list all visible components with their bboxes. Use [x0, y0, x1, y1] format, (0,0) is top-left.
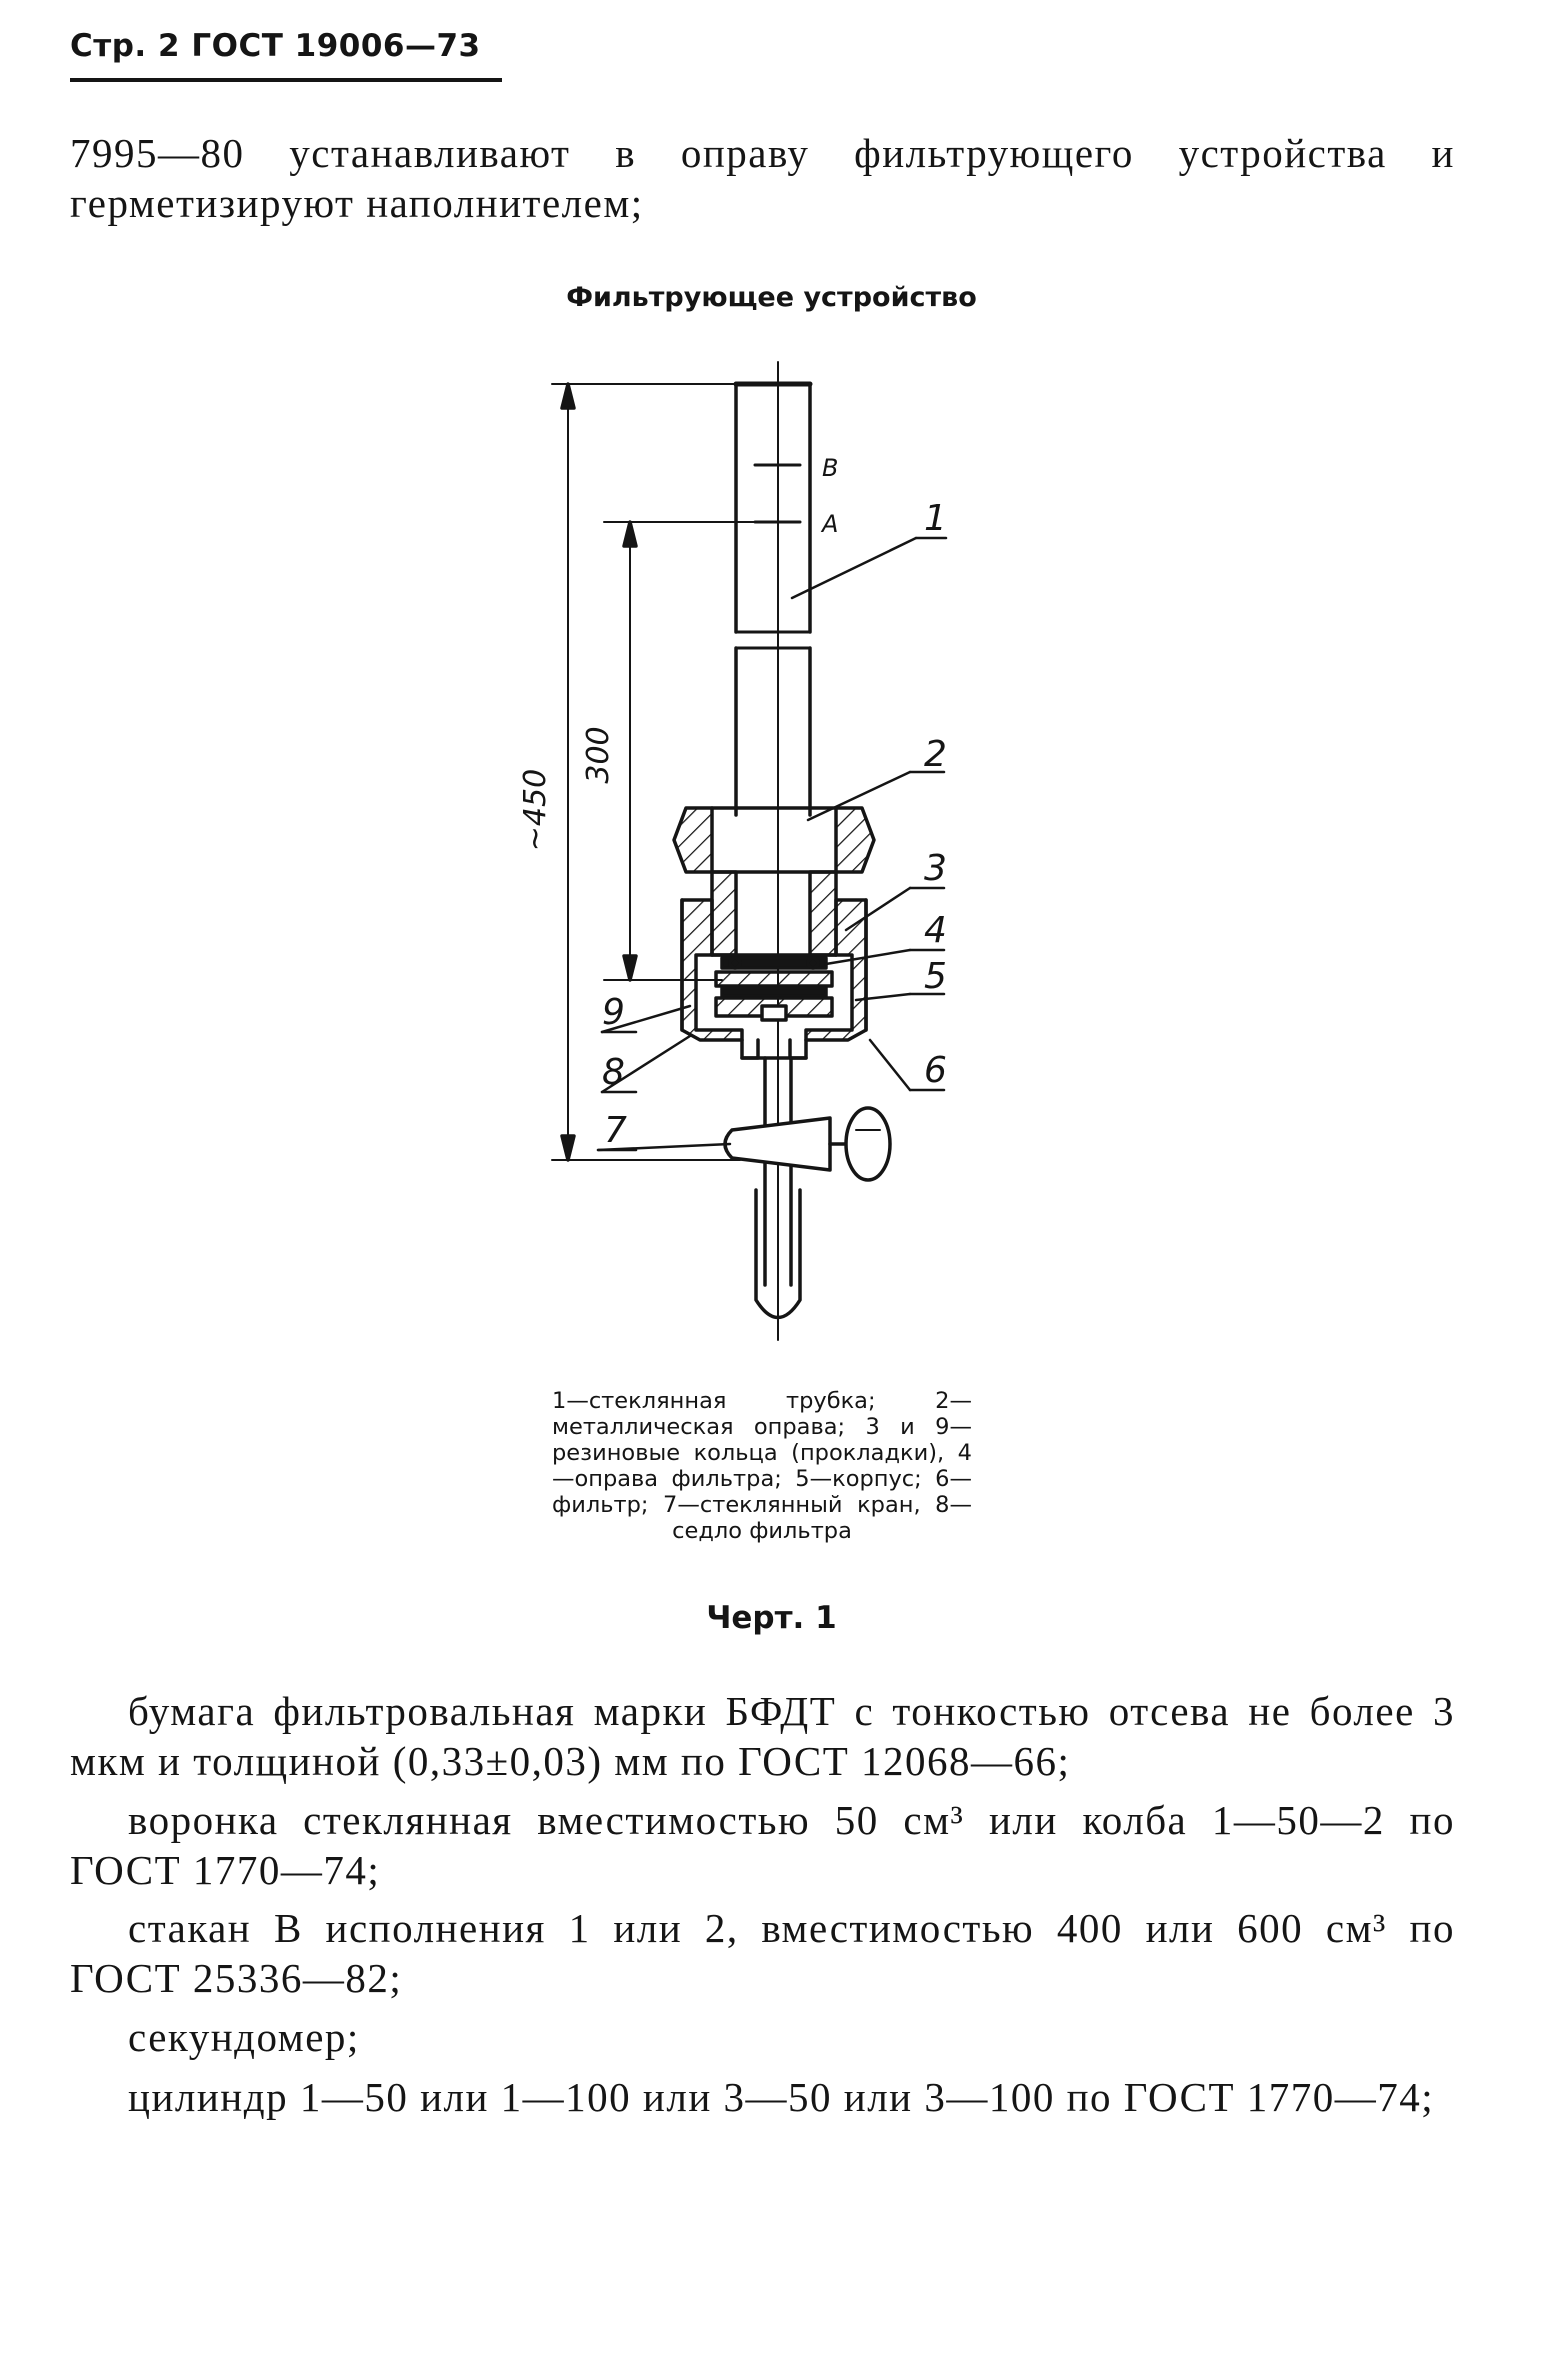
filter-assembly — [716, 958, 832, 1020]
figure-title: Фильтрующее устройство — [566, 282, 977, 313]
stopcock — [725, 1108, 890, 1180]
outlet-nozzle — [742, 1040, 806, 1318]
callout-5: 5 — [924, 956, 947, 997]
metal-nut — [674, 808, 874, 872]
callout-7: 7 — [604, 1110, 627, 1151]
dim-450-label: ~450 — [518, 768, 553, 852]
paragraph-funnel: воронка стеклянная вместимостью 50 см³ или колба 1—50—2 по ГОСТ 1770—74; — [70, 1797, 1455, 1893]
callout-4: 4 — [924, 910, 947, 951]
callout-2: 2 — [924, 734, 947, 775]
callout-1: 1 — [924, 498, 947, 539]
callout-3: 3 — [924, 848, 947, 889]
bushing — [712, 872, 736, 955]
glass-tube — [736, 384, 810, 815]
figure-caption: Черт. 1 — [706, 1600, 837, 1636]
mark-b-label: В — [822, 454, 839, 482]
paragraph-filter-paper: бумага фильтровальная марки БФДТ с тонкостью отсева не более 3 мкм и толщиной (0,33±0,03) мм по ГОСТ 12068—66; — [70, 1688, 1455, 1784]
callout-9: 9 — [602, 992, 625, 1033]
figure-legend: 1—стеклянная трубка; 2—металлическая оправа; 3 и 9—резиновые кольца (прокладки), 4—оправа фильтра; 5—корпус; 6—фильтр; 7—стеклянный кран, 8—седло фильтра — [552, 1388, 972, 1544]
callout-6: 6 — [924, 1050, 947, 1091]
paragraph-beaker: стакан В исполнения 1 или 2, вместимостью 400 или 600 см³ по ГОСТ 25336—82; — [70, 1905, 1455, 2001]
paragraph-cylinder: цилиндр 1—50 или 1—100 или 3—50 или 3—100 по ГОСТ 1770—74; — [128, 2074, 1435, 2120]
page-header: Стр. 2 ГОСТ 19006—73 — [70, 28, 481, 64]
mark-a-label: А — [822, 510, 839, 538]
intro-paragraph: 7995—80 устанавливают в оправу фильтрующего устройства и герметизируют наполнителем; — [70, 130, 1455, 226]
callout-8: 8 — [602, 1052, 625, 1093]
dim-300-label: 300 — [581, 726, 616, 784]
paragraph-stopwatch: секундомер; — [128, 2014, 360, 2060]
